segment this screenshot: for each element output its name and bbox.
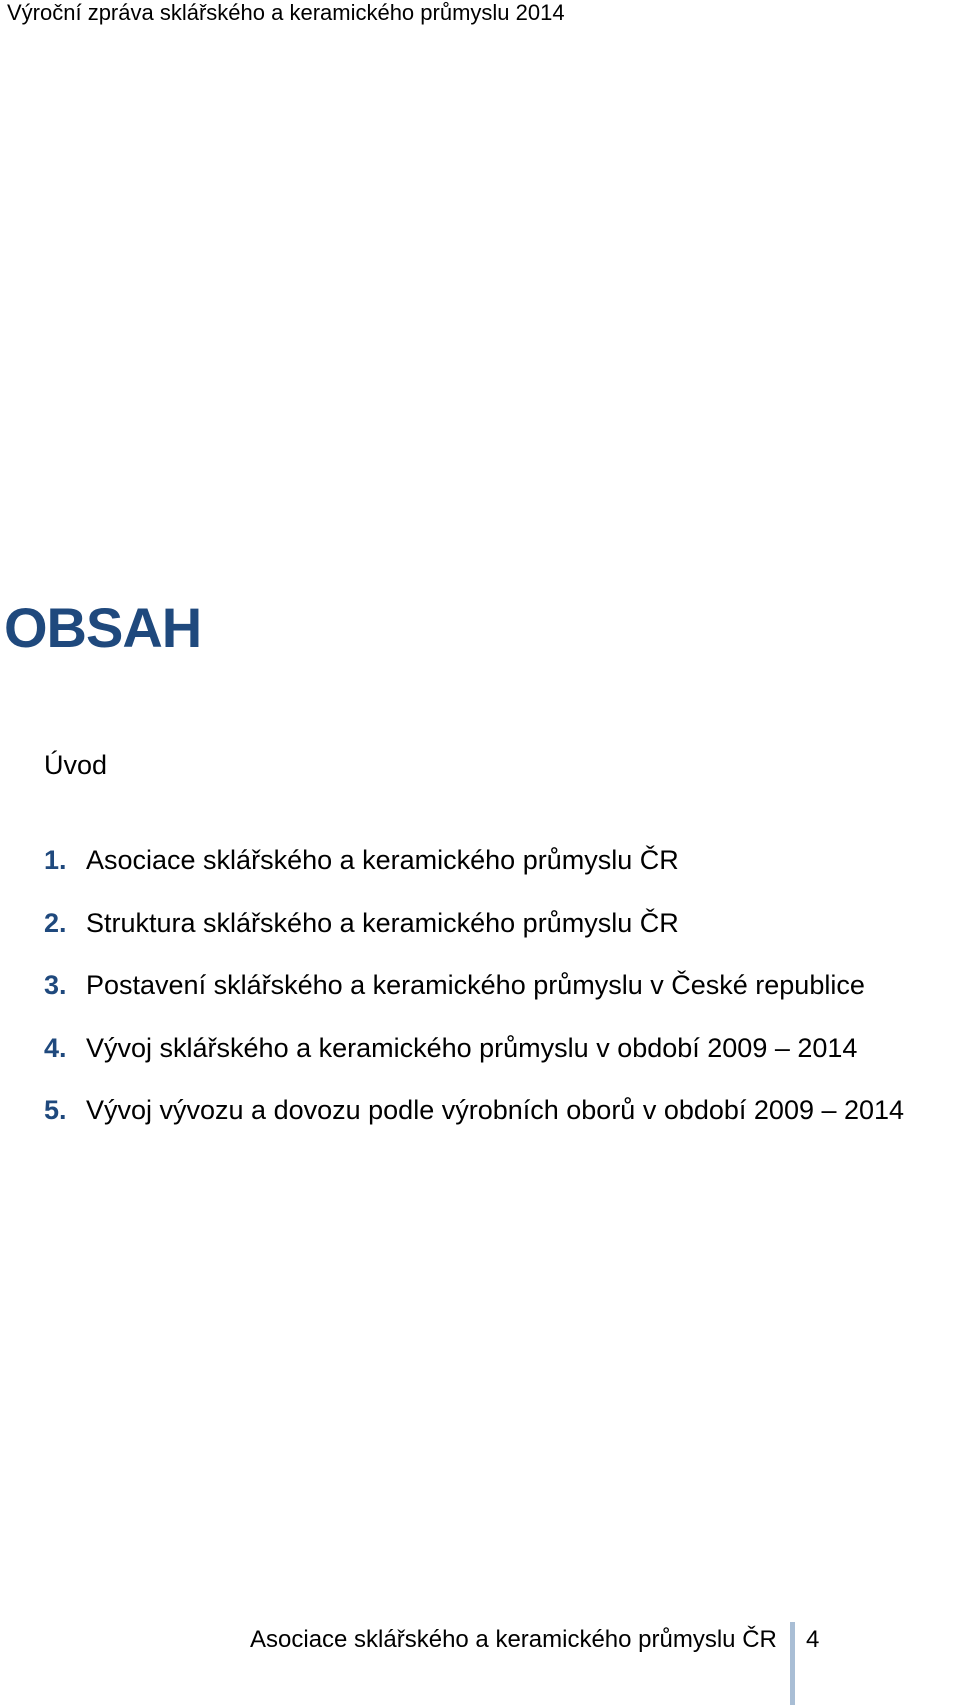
toc-item-text: Postavení sklářského a keramického průmyslu v České republice: [86, 970, 865, 1000]
table-of-contents: [44, 843, 904, 1156]
toc-item-number: 2.: [44, 907, 67, 938]
footer-divider: [790, 1622, 795, 1705]
toc-item-number: 4.: [44, 1032, 67, 1063]
toc-item-number: 5.: [44, 1095, 67, 1125]
toc-item-text: Asociace sklářského a keramického průmyslu ČR: [86, 845, 679, 875]
page-title: OBSAH: [4, 596, 202, 659]
toc-item-number: 1.: [44, 845, 67, 875]
toc-item-number: 3.: [44, 970, 67, 1000]
toc-item: [44, 1093, 904, 1156]
toc-item-text: Vývoj sklářského a keramického průmyslu v období 2009 – 2014: [86, 1032, 858, 1063]
footer-organization: Asociace sklářského a keramického průmyslu ČR: [250, 1626, 777, 1653]
toc-item: [44, 968, 904, 1031]
toc-item: [44, 843, 904, 906]
toc-intro: Úvod: [44, 750, 108, 780]
running-header: Výroční zpráva sklářského a keramického průmyslu 2014: [7, 0, 565, 25]
toc-item-text: Struktura sklářského a keramického průmyslu ČR: [86, 907, 679, 938]
toc-item: [44, 906, 904, 969]
toc-item-text: Vývoj vývozu a dovozu podle výrobních oborů v období 2009 – 2014: [86, 1095, 905, 1125]
toc-item: [44, 1031, 904, 1094]
page-number: 4: [806, 1626, 820, 1653]
